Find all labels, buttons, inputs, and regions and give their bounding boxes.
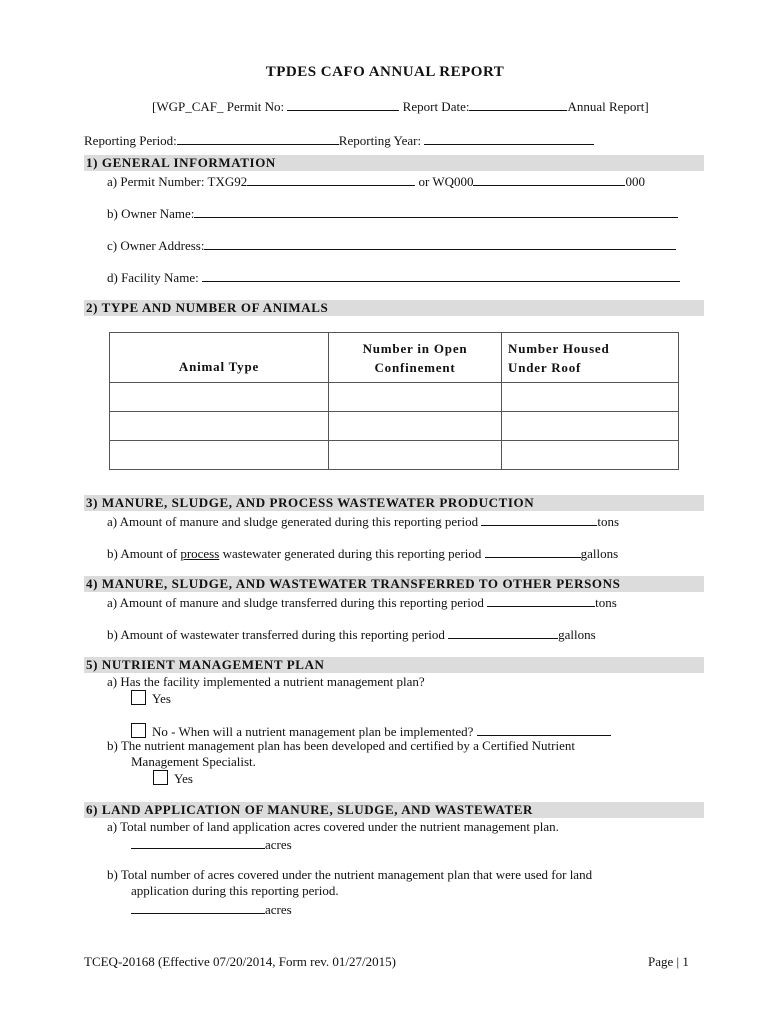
permit-number-txg-field[interactable] [247,172,415,186]
owner-name-field[interactable] [194,204,678,218]
permit-header-line [152,97,649,115]
annual-report-label: Annual Report] [567,99,649,114]
table-row [110,383,679,412]
open-confinement-cell[interactable] [329,412,502,441]
col-animal-type: Animal Type [110,333,329,383]
owner-name-row: b) Owner Name: [107,204,678,222]
nmp-yes-option: Yes [131,690,171,707]
animals-table-header [110,333,679,383]
permit-number-wq-field[interactable] [473,172,625,186]
under-roof-cell[interactable] [502,412,679,441]
process-wastewater-row: b) Amount of process wastewater generated during this reporting period gallons [107,546,619,561]
nmp-no-checkbox[interactable] [131,723,146,738]
used-acres-field[interactable] [131,900,265,914]
facility-name-row: d) Facility Name: [107,268,680,286]
manure-transferred-row: a) Amount of manure and sludge transferred during this reporting period tons [107,595,617,610]
owner-address-field[interactable] [204,236,676,250]
section-land-application: 6) LAND APPLICATION OF MANURE, SLUDGE, AND WASTEWATER [84,802,704,818]
report-date-field[interactable] [469,97,567,111]
land-acres-question: a) Total number of land application acres covered under the nutrient management plan. [107,819,559,834]
used-acres-question-2: application during this reporting period. [131,883,339,898]
under-roof-cell[interactable] [502,441,679,470]
reporting-period-field[interactable] [177,131,339,145]
animal-type-cell[interactable] [110,383,329,412]
animals-table [109,332,679,470]
reporting-period-label: Reporting Period: [84,133,177,148]
col-under-roof: Number Housed Under Roof [502,333,679,383]
nmp-certified-text-2: Management Specialist. [131,754,256,769]
animal-type-cell[interactable] [110,441,329,470]
open-confinement-cell[interactable] [329,383,502,412]
page-title: TPDES CAFO ANNUAL REPORT [265,64,505,80]
land-acres-field[interactable] [131,835,265,849]
manure-transferred-field[interactable] [487,593,595,607]
wastewater-transferred-row: b) Amount of wastewater transferred during this reporting period gallons [107,627,596,642]
report-date-label: Report Date: [402,99,470,114]
manure-generated-field[interactable] [481,512,597,526]
nmp-implemented-question: a) Has the facility implemented a nutrient management plan? [107,674,425,689]
under-roof-cell[interactable] [502,383,679,412]
land-acres-row: acres [131,835,292,853]
nmp-yes-checkbox[interactable] [131,690,146,705]
facility-name-field[interactable] [202,268,680,282]
section-nutrient-plan: 5) NUTRIENT MANAGEMENT PLAN [84,657,704,673]
col-open-confinement: Number in Open Confinement [329,333,502,383]
table-row [110,412,679,441]
nmp-certified-yes-checkbox[interactable] [153,770,168,785]
nmp-certified-text-1: b) The nutrient management plan has been developed and certified by a Certified Nutrient [107,738,575,753]
manure-generated-row: a) Amount of manure and sludge generated during this reporting period tons [107,514,620,529]
table-row [110,441,679,470]
section-transferred: 4) MANURE, SLUDGE, AND WASTEWATER TRANSFERRED TO OTHER PERSONS [84,576,704,592]
process-wastewater-field[interactable] [485,544,581,558]
reporting-year-field[interactable] [424,131,594,145]
reporting-year-label: Reporting Year: [338,133,422,148]
wastewater-transferred-field[interactable] [448,625,558,639]
page-number: Page | 1 [648,954,689,969]
section-production: 3) MANURE, SLUDGE, AND PROCESS WASTEWATER PRODUCTION [84,495,704,511]
owner-address-row: c) Owner Address: [107,236,676,254]
open-confinement-cell[interactable] [329,441,502,470]
permit-no-field[interactable] [287,97,399,111]
section-animals: 2) TYPE AND NUMBER OF ANIMALS [84,300,704,316]
nmp-implementation-date-field[interactable] [477,722,611,736]
used-acres-row: acres [131,900,292,918]
nmp-no-option: No - When will a nutrient management plan be implemented? [131,722,611,740]
used-acres-question-1: b) Total number of acres covered under the nutrient management plan that were used for land [107,867,593,882]
animal-type-cell[interactable] [110,412,329,441]
section-general-information: 1) GENERAL INFORMATION [84,155,704,171]
permit-number-label: Permit Number: TXG92 [120,174,248,189]
nmp-certified-yes-option: Yes [153,770,193,787]
permit-number-row: a) Permit Number: TXG92 or WQ000 000 [107,174,645,189]
permit-no-label: [WGP_CAF_ Permit No: [152,99,285,114]
reporting-line [84,131,594,149]
form-number: TCEQ-20168 (Effective 07/20/2014, Form rev. 01/27/2015) [84,954,396,969]
